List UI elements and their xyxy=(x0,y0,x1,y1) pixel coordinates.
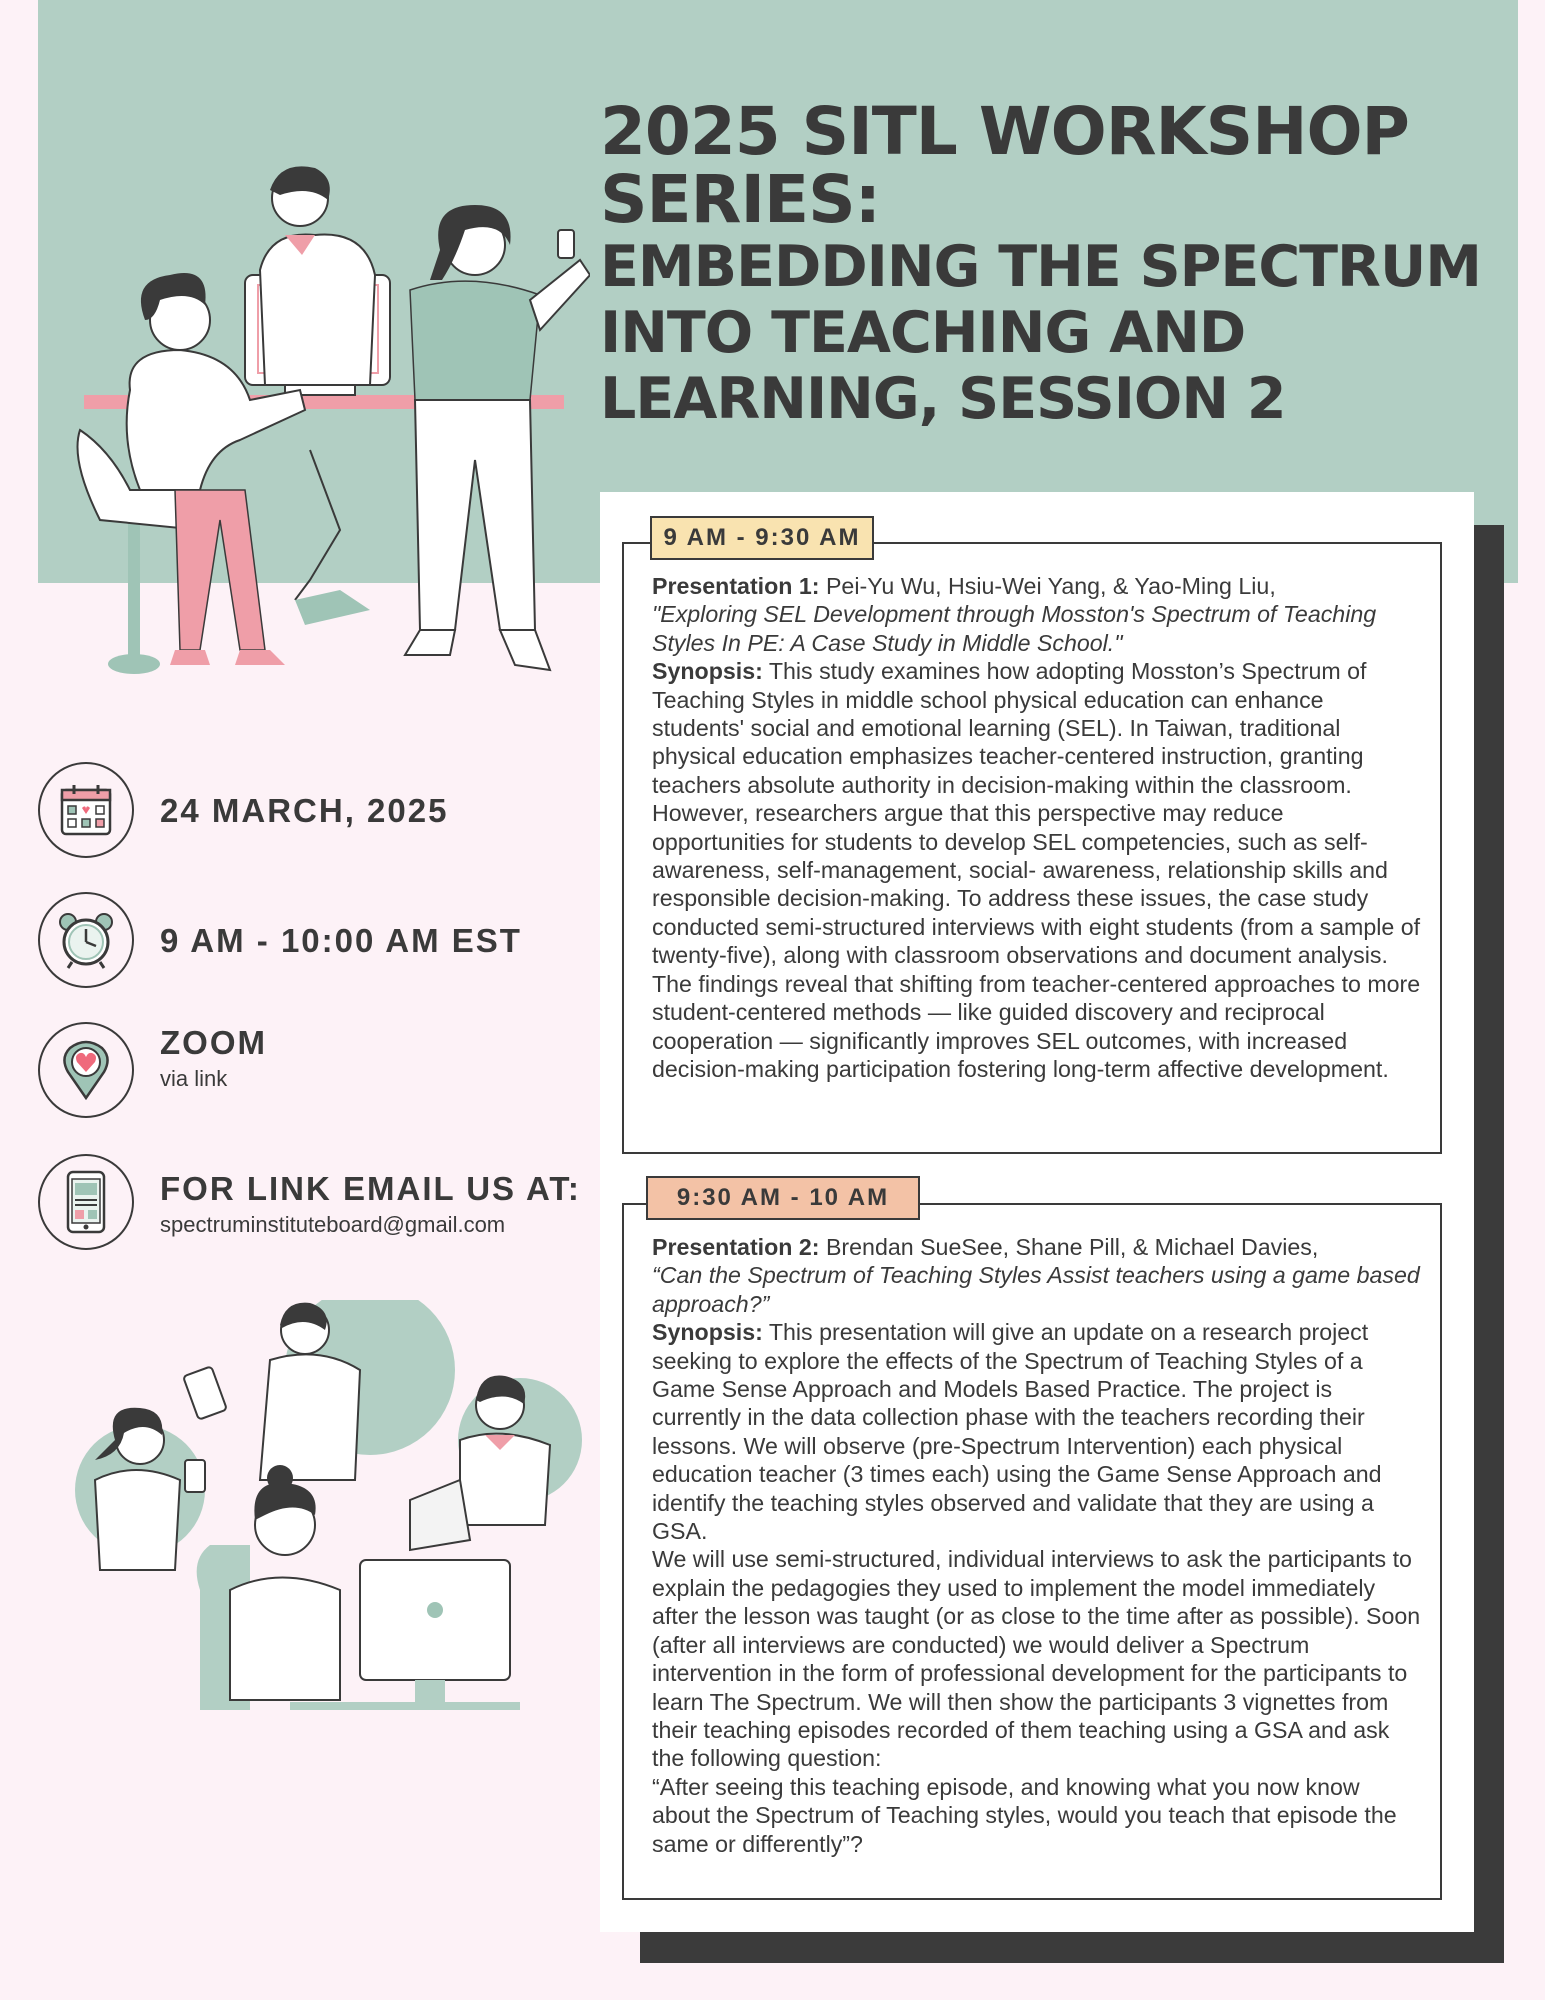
contact-email[interactable]: spectruminstituteboard@gmail.com xyxy=(160,1212,506,1237)
location-subtitle: via link xyxy=(160,1066,228,1091)
synopsis-1-text: This study examines how adopting Mosston’s Spectrum of Teaching Styles in middle school physical education can enhance students' social and emotional learning (SEL). In Taiwan, traditional physical education emphasizes teacher-centered instruction, granting teachers absolute authority in decision-making within the classroom. However, researchers argue that this perspective may reduce opportunities for students to develop SEL competencies, such as self-awareness, self-management, social- awareness, relationship skills and responsible decision-making. To address these issues, the case study conducted semi-structured interviews with eight students (from a sample of twenty-five), along with classroom observations and document analysis. The findings reveal that shifting from teacher-centered approaches to more student-centered methods — like guided discovery and reciprocal cooperation — significantly improves SEL outcomes, with increased decision-making participation fostering long-term affective development. xyxy=(652,658,1421,1082)
presentation-1-title: "Exploring SEL Development through Mosston's Spectrum of Teaching Styles In PE: A Case Study in Middle School." xyxy=(652,601,1377,656)
contact-title: FOR LINK EMAIL US AT: xyxy=(160,1170,581,1207)
session-2-time-tag: 9:30 AM - 10 AM xyxy=(646,1176,920,1220)
session-2 xyxy=(622,1203,1442,1900)
presentation-2-authors: Brendan SueSee, Shane Pill, & Michael Davies, xyxy=(825,1234,1319,1260)
mobile-phone-icon xyxy=(38,1154,134,1250)
session-1-header xyxy=(652,572,1422,600)
session-1 xyxy=(622,542,1442,1154)
title-line-3: EMBEDDING THE SPECTRUM xyxy=(600,234,1481,300)
title-line-4: INTO TEACHING AND xyxy=(600,300,1246,366)
location-title: ZOOM xyxy=(160,1024,267,1061)
event-date: 24 MARCH, 2025 xyxy=(160,792,449,829)
event-time: 9 AM - 10:00 AM EST xyxy=(160,922,522,959)
session-1-time-tag: 9 AM - 9:30 AM xyxy=(650,516,874,560)
people-at-desk-illustration xyxy=(70,160,590,700)
title-line-1: 2025 SITL WORKSHOP xyxy=(600,93,1409,170)
presentation-1-label: Presentation 1: xyxy=(652,573,820,599)
synopsis-1-label: Synopsis: xyxy=(652,658,763,685)
alarm-clock-icon xyxy=(38,892,134,988)
calendar-icon xyxy=(38,762,134,858)
title-line-5: LEARNING, SESSION 2 xyxy=(600,366,1286,432)
synopsis-2-text: This presentation will give an update on a research project seeking to explore the effects of the Spectrum of Teaching Styles of a Game Sense Approach and Models Based Practice. The project is currently in the data collection phase with the teachers recording their lessons. We will observe (pre-Spectrum Intervention) each physical education teacher (3 times each) using the Game Sense Approach and identify the teaching styles observed and validate that they are using a GSA. xyxy=(652,1319,1382,1545)
session-2-header xyxy=(652,1233,1422,1261)
presentation-1-authors: Pei-Yu Wu, Hsiu-Wei Yang, & Yao-Ming Liu, xyxy=(825,573,1276,599)
presentation-2-title: “Can the Spectrum of Teaching Styles Assist teachers using a game based approach?” xyxy=(652,1262,1420,1317)
synopsis-2-question: “After seeing this teaching episode, and knowing what you now know about the Spectrum of Teaching styles, would you teach that episode the same or differently”? xyxy=(652,1773,1397,1857)
people-with-devices-illustration xyxy=(40,1300,610,1720)
presentation-2-label: Presentation 2: xyxy=(652,1234,820,1260)
synopsis-2-paragraph-2: We will use semi-structured, individual interviews to ask the participants to explain the pedagogies they used to implement the model immediately after the lesson was taught (or as close to the time after as possible). Soon (after all interviews are conducted) we would deliver a Spectrum intervention in the form of professional development for the participants to learn The Spectrum. We will then show the participants 3 vignettes from their teaching episodes recorded of them teaching using a GSA and ask the following question: xyxy=(652,1546,1421,1772)
location-heart-icon xyxy=(38,1022,134,1118)
title-line-2: SERIES: xyxy=(600,161,881,238)
page-title xyxy=(600,93,1500,432)
synopsis-2-label: Synopsis: xyxy=(652,1319,763,1346)
